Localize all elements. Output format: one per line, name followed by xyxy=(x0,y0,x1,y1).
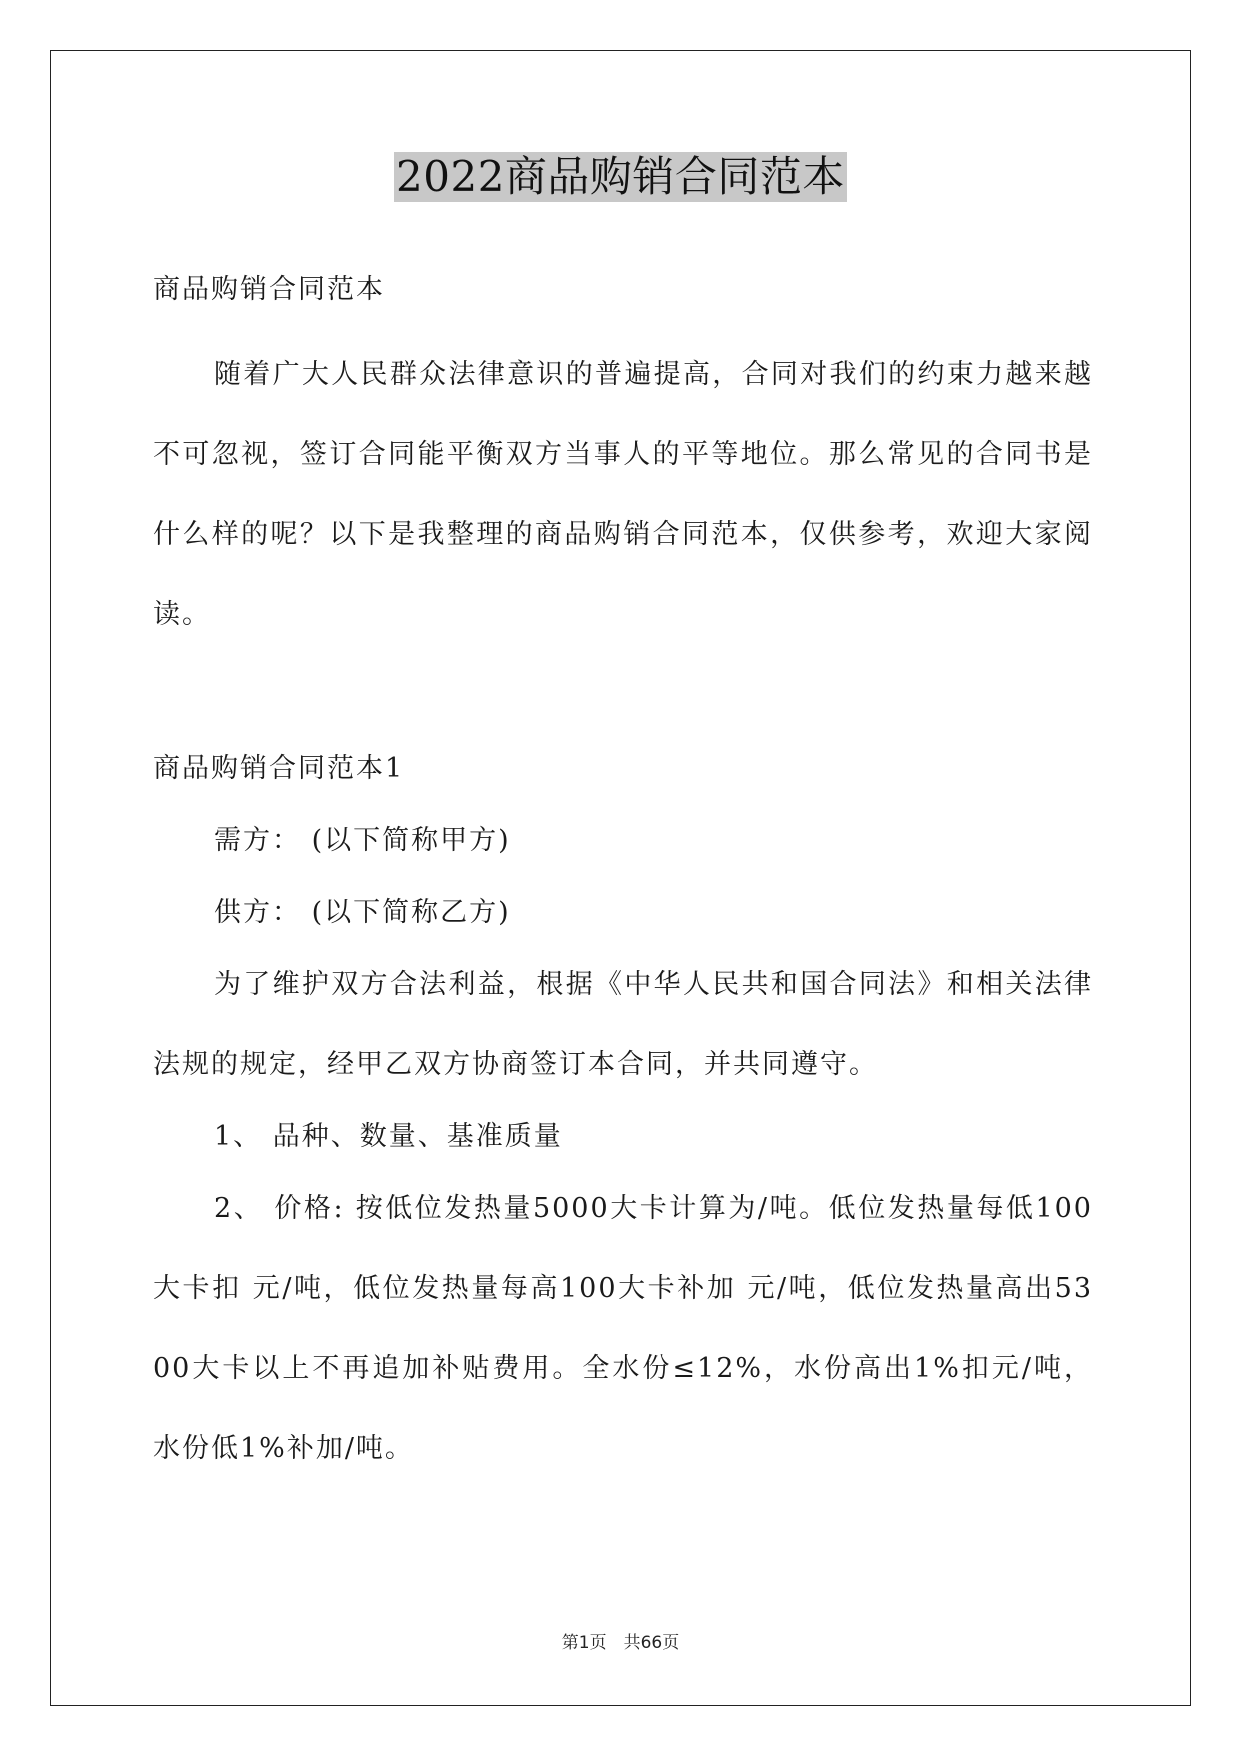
clause-2: 2、 价格: 按低位发热量5000大卡计算为/吨。低位发热量每低100大卡扣 元/吨，低位发热量每高100大卡补加 元/吨，低位发热量高出5300大卡以上不再追加补贴费用。全水份≤12%，水份高出1%扣元/吨，水份低1%补加/吨。 xyxy=(153,1193,1093,1464)
purpose-paragraph: 为了维护双方合法利益，根据《中华人民共和国合同法》和相关法律法规的规定，经甲乙双方协商签订本合同，并共同遵守。 xyxy=(153,969,1093,1080)
subtitle-paragraph: 商品购销合同范本 xyxy=(153,274,385,305)
intro-paragraph: 随着广大人民群众法律意识的普遍提高，合同对我们的约束力越来越不可忽视，签订合同能平衡双方当事人的平等地位。那么常见的合同书是什么样的呢？以下是我整理的商品购销合同范本，仅供参考，欢迎大家阅读。 xyxy=(153,359,1093,630)
buyer-line: 需方： (以下简称甲方) xyxy=(214,825,511,856)
section-heading: 商品购销合同范本1 xyxy=(153,753,405,784)
section-gap xyxy=(153,655,1093,737)
page-footer: 第1页 共66页 xyxy=(561,1633,680,1653)
supplier-line: 供方： (以下简称乙方) xyxy=(214,897,511,928)
clause-1: 1、 品种、数量、基准质量 xyxy=(214,1121,563,1152)
document-title: 2022商品购销合同范本 xyxy=(396,152,845,201)
document-body xyxy=(153,250,1093,1489)
document-title-wrapper xyxy=(0,152,1241,202)
